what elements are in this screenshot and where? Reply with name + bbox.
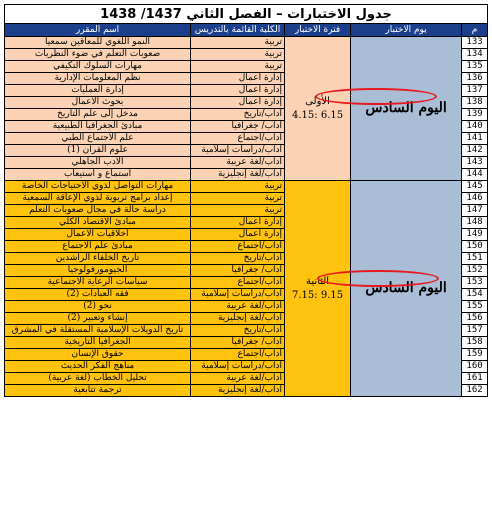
header-row bbox=[5, 24, 488, 37]
row-number: 150 bbox=[462, 241, 488, 253]
header-period: فترة الاختبار bbox=[285, 24, 351, 37]
college-name: آداب/لغة عربية bbox=[191, 301, 285, 313]
subject-name: نحو (2) bbox=[5, 301, 191, 313]
college-name: آداب/دراسات إسلامية bbox=[191, 289, 285, 301]
college-name: تربية bbox=[191, 61, 285, 73]
row-number: 145 bbox=[462, 181, 488, 193]
subject-name: مبادئ الجغرافيا الطبيعية bbox=[5, 121, 191, 133]
college-name: آداب/دراسات إسلامية bbox=[191, 145, 285, 157]
college-name: إدارة أعمال bbox=[191, 229, 285, 241]
subject-name: مهارات السلوك التكيفي bbox=[5, 61, 191, 73]
row-number: 133 bbox=[462, 37, 488, 49]
subject-name: الأدب الجاهلي bbox=[5, 157, 191, 169]
row-number: 142 bbox=[462, 145, 488, 157]
subject-name: الجيومورفولوجيا bbox=[5, 265, 191, 277]
college-name: إدارة أعمال bbox=[191, 97, 285, 109]
subject-name: النمو اللغوي للمعاقين سمعياً bbox=[5, 37, 191, 49]
college-name: آداب/تاريخ bbox=[191, 109, 285, 121]
subject-name: صعوبات التعلم في ضوء النظريات bbox=[5, 49, 191, 61]
row-number: 135 bbox=[462, 61, 488, 73]
college-name: آداب/ جغرافيا bbox=[191, 337, 285, 349]
college-name: إدارة أعمال bbox=[191, 217, 285, 229]
college-name: آداب/ جغرافيا bbox=[191, 265, 285, 277]
college-name: تربية bbox=[191, 49, 285, 61]
subject-name: تحليل الخطاب (لغة عربية) bbox=[5, 373, 191, 385]
row-number: 136 bbox=[462, 73, 488, 85]
college-name: تربية bbox=[191, 205, 285, 217]
header-college: الكلية القائمة بالتدريس bbox=[191, 24, 285, 37]
header-day: يوم الاختبار bbox=[351, 24, 462, 37]
period-name: الأولى bbox=[305, 95, 330, 107]
period-time: 7.15: 9.15 bbox=[292, 289, 344, 301]
subject-name: دراسة حالة في مجال صعوبات التعلم bbox=[5, 205, 191, 217]
subject-name: مبادئ علم الاجتماع bbox=[5, 241, 191, 253]
college-name: آداب/لغة إنجليزية bbox=[191, 169, 285, 181]
college-name: تربية bbox=[191, 37, 285, 49]
row-number: 159 bbox=[462, 349, 488, 361]
row-number: 162 bbox=[462, 385, 488, 397]
row-number: 144 bbox=[462, 169, 488, 181]
college-name: آداب/اجتماع bbox=[191, 241, 285, 253]
subject-name: علم الاجتماع الطبي bbox=[5, 133, 191, 145]
exam-period bbox=[285, 37, 351, 181]
college-name: آداب/تاريخ bbox=[191, 253, 285, 265]
subject-name: إعداد برامج تربوية لذوي الإعاقة السمعية bbox=[5, 193, 191, 205]
row-number: 149 bbox=[462, 229, 488, 241]
table-row bbox=[5, 181, 488, 193]
row-number: 138 bbox=[462, 97, 488, 109]
subject-name: أخلاقيات الأعمال bbox=[5, 229, 191, 241]
college-name: آداب/ جغرافيا bbox=[191, 121, 285, 133]
subject-name: ترجمة تتابعية bbox=[5, 385, 191, 397]
schedule-table-wrap bbox=[4, 4, 487, 397]
subject-name: علوم القرآن (1) bbox=[5, 145, 191, 157]
highlight-oval-136 bbox=[315, 88, 437, 105]
row-number: 158 bbox=[462, 337, 488, 349]
table-row bbox=[5, 37, 488, 49]
row-number: 152 bbox=[462, 265, 488, 277]
college-name: آداب/اجتماع bbox=[191, 133, 285, 145]
college-name: آداب/تاريخ bbox=[191, 325, 285, 337]
college-name: آداب/لغة عربية bbox=[191, 373, 285, 385]
row-number: 139 bbox=[462, 109, 488, 121]
college-name: آداب/لغة إنجليزية bbox=[191, 313, 285, 325]
row-number: 156 bbox=[462, 313, 488, 325]
row-number: 141 bbox=[462, 133, 488, 145]
subject-name: تاريخ الدويلات الإسلامية المستقلة في المشرق bbox=[5, 325, 191, 337]
exam-day: اليوم السادس bbox=[351, 181, 462, 397]
subject-name: الجغرافيا التاريخية bbox=[5, 337, 191, 349]
subject-name: إنشاء وتعبير (2) bbox=[5, 313, 191, 325]
exam-day: اليوم السادس bbox=[351, 37, 462, 181]
college-name: تربية bbox=[191, 193, 285, 205]
subject-name: مهارات التواصل لذوي الاحتياجات الخاصة bbox=[5, 181, 191, 193]
exam-period bbox=[285, 181, 351, 397]
college-name: إدارة أعمال bbox=[191, 73, 285, 85]
period-time: 4.15: 6.15 bbox=[292, 109, 344, 121]
row-number: 161 bbox=[462, 373, 488, 385]
subject-name: بحوث الأعمال bbox=[5, 97, 191, 109]
row-number: 155 bbox=[462, 301, 488, 313]
row-number: 137 bbox=[462, 85, 488, 97]
highlight-oval-148 bbox=[317, 270, 439, 287]
college-name: آداب/لغة إنجليزية bbox=[191, 385, 285, 397]
row-number: 148 bbox=[462, 217, 488, 229]
row-number: 147 bbox=[462, 205, 488, 217]
college-name: آداب/دراسات إسلامية bbox=[191, 361, 285, 373]
period-name: الثانية bbox=[306, 275, 330, 287]
subject-name: مناهج الفكر الحديث bbox=[5, 361, 191, 373]
row-number: 160 bbox=[462, 361, 488, 373]
header-subject: اسم المقرر bbox=[5, 24, 191, 37]
row-number: 146 bbox=[462, 193, 488, 205]
row-number: 153 bbox=[462, 277, 488, 289]
college-name: آداب/اجتماع bbox=[191, 349, 285, 361]
subject-name: استماع و استيعاب bbox=[5, 169, 191, 181]
row-number: 151 bbox=[462, 253, 488, 265]
subject-name: تاريخ الخلفاء الراشدين bbox=[5, 253, 191, 265]
subject-name: فقه العبادات (2) bbox=[5, 289, 191, 301]
header-num: م bbox=[462, 24, 488, 37]
title-row bbox=[5, 5, 488, 24]
subject-name: مبادئ الاقتصاد الكلي bbox=[5, 217, 191, 229]
subject-name: سياسات الرعاية الاجتماعية bbox=[5, 277, 191, 289]
page-title: جدول الاختبارات – الفصل الثاني 1437/ 1438 bbox=[5, 5, 488, 24]
row-number: 134 bbox=[462, 49, 488, 61]
subject-name: حقوق الإنسان bbox=[5, 349, 191, 361]
row-number: 143 bbox=[462, 157, 488, 169]
row-number: 140 bbox=[462, 121, 488, 133]
subject-name: مدخل إلى علم التاريخ bbox=[5, 109, 191, 121]
subject-name: نظم المعلومات الإدارية bbox=[5, 73, 191, 85]
subject-name: إدارة العمليات bbox=[5, 85, 191, 97]
college-name: تربية bbox=[191, 181, 285, 193]
college-name: إدارة أعمال bbox=[191, 85, 285, 97]
row-number: 157 bbox=[462, 325, 488, 337]
college-name: آداب/اجتماع bbox=[191, 277, 285, 289]
college-name: آداب/لغة عربية bbox=[191, 157, 285, 169]
exam-schedule-table bbox=[4, 4, 488, 397]
row-number: 154 bbox=[462, 289, 488, 301]
